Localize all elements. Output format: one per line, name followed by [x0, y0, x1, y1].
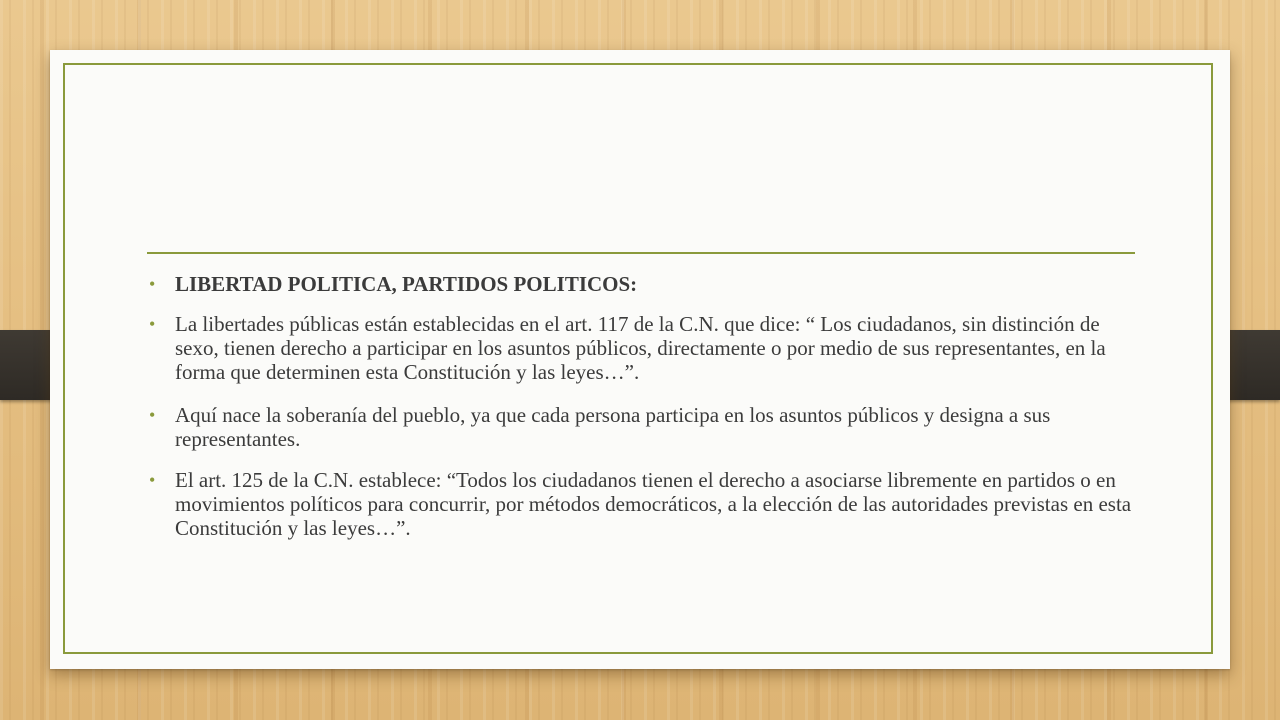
bullet-text: LIBERTAD POLITICA, PARTIDOS POLITICOS: — [175, 272, 638, 296]
bullet-text: El art. 125 de la C.N. establece: “Todos los ciudadanos tienen el derecho a asociarse libremente en partidos o en movimientos políticos para concurrir, por métodos democráticos, a la elección de las autoridades previstas en esta Constitución y las leyes…”. — [175, 468, 1132, 540]
bullet-text: Aquí nace la soberanía del pueblo, ya que cada persona participa en los asuntos públicos y designa a sus representantes. — [175, 403, 1051, 451]
bullet-icon: • — [149, 314, 156, 334]
bullet-icon: • — [149, 274, 156, 294]
bullet-item — [147, 468, 1137, 540]
bullet-list — [147, 272, 1137, 540]
bullet-item — [147, 312, 1137, 384]
slide-content — [147, 272, 1137, 554]
slide-paper — [50, 50, 1230, 669]
bullet-item-heading — [147, 272, 1137, 296]
bullet-item — [147, 403, 1137, 451]
bullet-icon: • — [149, 405, 156, 425]
bullet-text: La libertades públicas están establecidas en el art. 117 de la C.N. que dice: “ Los ciudadanos, sin distinción de sexo, tienen derecho a participar en los asuntos públicos, directamente o por medio de sus representantes, en la forma que determinen esta Constitución y las leyes…”. — [175, 312, 1106, 384]
title-divider — [147, 252, 1135, 254]
bullet-icon: • — [149, 470, 156, 490]
